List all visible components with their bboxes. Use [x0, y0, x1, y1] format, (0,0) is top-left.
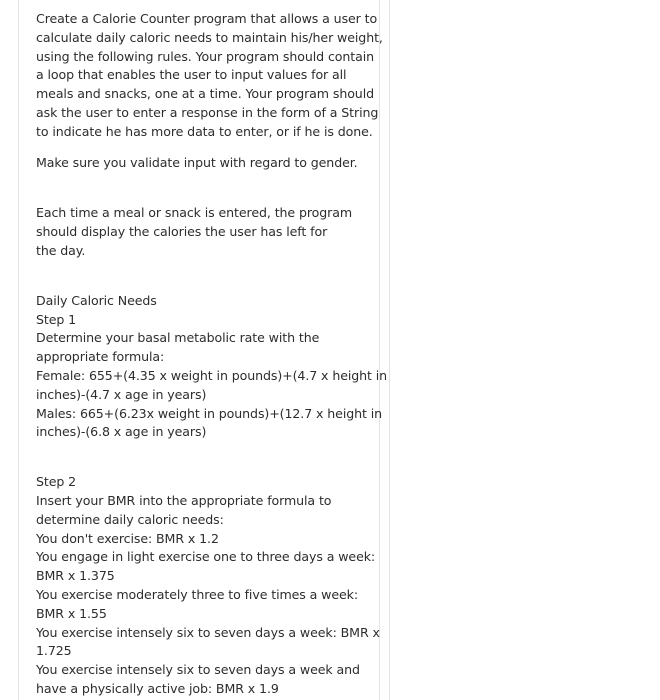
step2-line: You engage in light exercise one to three days a week: [36, 549, 376, 565]
meal-line: Each time a meal or snack is entered, the program [36, 205, 353, 221]
step2-line: You exercise moderately three to five times a week: [36, 586, 359, 602]
step2-line: have a physically active job: BMR x 1.9 [36, 680, 279, 696]
step2-line: BMR x 1.55 [36, 605, 107, 621]
step2-line: You exercise intensely six to seven days a week and [36, 662, 360, 678]
step2-line: You don't exercise: BMR x 1.2 [36, 530, 219, 546]
intro-line: using the following rules. Your program should contain [36, 48, 375, 64]
step1-line: Males: 665+(6.23x weight in pounds)+(12.7 x height in [36, 405, 383, 421]
step1-line: appropriate formula: [36, 349, 165, 365]
step1-paragraph [36, 292, 388, 442]
intro-line: Create a Calorie Counter program that allows a user to [36, 11, 378, 26]
intro-line: calculate daily caloric needs to maintain his/her weight, [36, 29, 383, 45]
intro-paragraph [36, 10, 383, 142]
step1-line: inches)-(4.7 x age in years) [36, 386, 207, 402]
step2-line: Insert your BMR into the appropriate formula to [36, 492, 332, 508]
answer-panel [389, 0, 660, 700]
question-text [36, 10, 388, 699]
meal-line: should display the calories the user has left for [36, 224, 328, 240]
intro-line: to indicate he has more data to enter, or if he is done. [36, 123, 373, 139]
validate-line: Make sure you validate input with regard to gender. [36, 154, 358, 170]
meal-paragraph [36, 204, 358, 260]
intro-line: meals and snacks, one at a time. Your program should [36, 86, 374, 102]
step2-paragraph [36, 473, 380, 699]
step2-line: determine daily caloric needs: [36, 511, 224, 527]
step2-line: Step 2 [36, 474, 77, 490]
step2-line: You exercise intensely six to seven days a week: BMR x [36, 624, 380, 640]
intro-line: a loop that enables the user to input values for all [36, 67, 347, 83]
meal-line: the day. [36, 242, 86, 258]
validate-paragraph [36, 154, 358, 173]
step2-line: BMR x 1.375 [36, 568, 115, 584]
step1-line: Daily Caloric Needs [36, 292, 157, 308]
step1-line: Determine your basal metabolic rate with the [36, 330, 320, 346]
step1-line: Step 1 [36, 311, 77, 327]
step1-line: inches)-(6.8 x age in years) [36, 424, 207, 440]
step1-line: Female: 655+(4.35 x weight in pounds)+(4.7 x height in [36, 367, 388, 383]
intro-line: ask the user to enter a response in the form of a String [36, 104, 379, 120]
step2-line: 1.725 [36, 643, 72, 659]
